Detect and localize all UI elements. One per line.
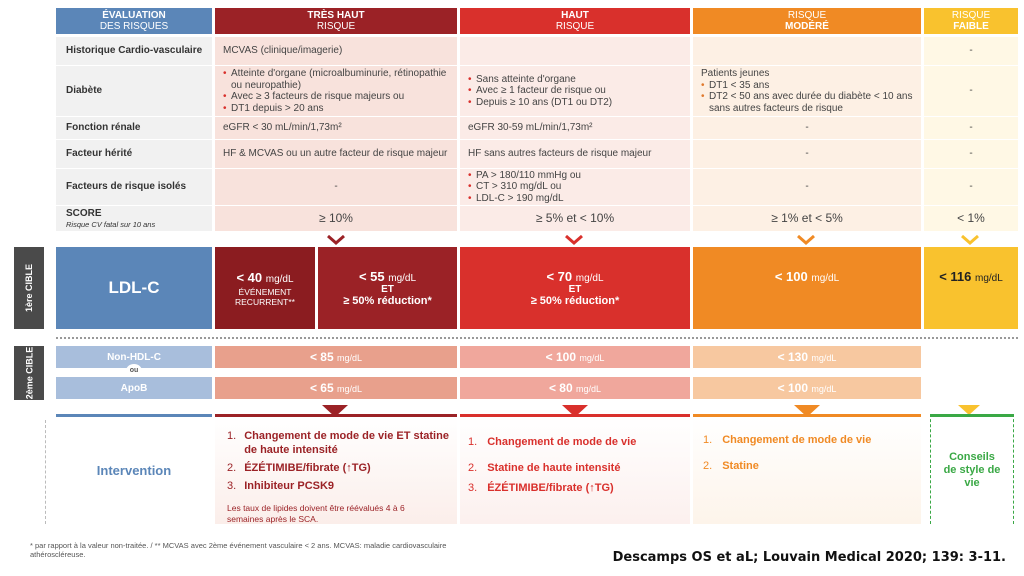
header-tres-haut-risque: TRÈS HAUT RISQUE: [215, 8, 457, 34]
diabete-m-item: • DT2 < 50 ans avec durée du diabète < 10 ans sans autres facteurs de risque: [701, 91, 921, 114]
label-historique: Historique Cardio-vasculaire: [56, 37, 212, 65]
ldl-target-recurrent: < 40 mg/dL ÉVÉNEMENT RECURRENT**: [215, 247, 315, 329]
first-target-sidebar: 1ère CIBLE: [14, 247, 44, 329]
diabete-m-intro: Patients jeunes: [701, 68, 770, 79]
intervention-tres-haut: [215, 414, 457, 524]
label-score: SCORE Risque CV fatal sur 10 ans: [56, 206, 212, 231]
ldl-target-faible: < 116 mg/dL: [924, 247, 1018, 329]
herite-faible: -: [924, 140, 1018, 168]
intervention-th-item: 3. Inhibiteur PCSK9: [227, 480, 335, 492]
intervention-m-item: 2. Statine: [703, 460, 759, 472]
isoles-faible: -: [924, 169, 1018, 205]
herite-tres-haut: HF & MCVAS ou un autre facteur de risque majeur: [215, 140, 457, 168]
diabete-tres-haut: [215, 66, 457, 116]
diabete-th-item: • DT1 depuis > 20 ans: [223, 103, 457, 115]
isoles-tres-haut: -: [215, 169, 457, 205]
chevron-down-icon: [796, 235, 816, 245]
renale-haut: eGFR 30-59 mL/min/1,73m²: [460, 117, 690, 139]
isoles-h-item: • LDL-C > 190 mg/dL: [468, 193, 581, 205]
histo-haut: [460, 37, 690, 65]
intervention-haut: [460, 414, 690, 524]
chevron-down-icon: [564, 235, 584, 245]
intervention-m-item: 1. Changement de mode de vie: [703, 434, 872, 446]
histo-modere: [693, 37, 921, 65]
diabete-h-item: • Sans atteinte d'organe: [468, 74, 612, 86]
label-facteur-herite: Facteur hérité: [56, 140, 212, 168]
apob-tres-haut: < 65 mg/dL: [215, 377, 457, 399]
intervention-h-item: 1. Changement de mode de vie: [468, 436, 637, 448]
renale-modere: -: [693, 117, 921, 139]
nonhdl-modere: < 130 mg/dL: [693, 346, 921, 368]
nonhdl-haut: < 100 mg/dL: [460, 346, 690, 368]
herite-modere: -: [693, 140, 921, 168]
diabete-haut: [460, 66, 690, 116]
label-facteurs-isoles: Facteurs de risque isolés: [56, 169, 212, 205]
intervention-faible: Conseils de style de vie: [930, 414, 1014, 524]
chevron-down-icon: [326, 235, 346, 245]
citation: Descamps OS et aL; Louvain Medical 2020; 139: 3-11.: [612, 550, 1006, 565]
isoles-h-item: • PA > 180/110 mmHg ou: [468, 170, 581, 182]
histo-tres-haut: MCVAS (clinique/imagerie): [215, 37, 457, 65]
apob-modere: < 100 mg/dL: [693, 377, 921, 399]
intervention-th-item: 2. ÉZÉTIMIBE/fibrate (↑TG): [227, 462, 371, 474]
score-modere: ≥ 1% et < 5%: [693, 206, 921, 231]
score-tres-haut: ≥ 10%: [215, 206, 457, 231]
herite-haut: HF sans autres facteurs de risque majeur: [460, 140, 690, 168]
intervention-h-item: 2. Statine de haute intensité: [468, 462, 621, 474]
intervention-note: Les taux de lipides doivent être réévalués 4 à 6 semaines après le SCA.: [227, 503, 405, 524]
isoles-modere: -: [693, 169, 921, 205]
score-subtitle: Risque CV fatal sur 10 ans: [66, 219, 156, 229]
ldl-target-tres-haut: < 55 mg/dL ET ≥ 50% réduction*: [318, 247, 457, 329]
ldl-target-haut: < 70 mg/dL ET ≥ 50% réduction*: [460, 247, 690, 329]
header-haut-risque: HAUT RISQUE: [460, 8, 690, 34]
apob-haut: < 80 mg/dL: [460, 377, 690, 399]
score-haut: ≥ 5% et < 10%: [460, 206, 690, 231]
isoles-haut: [460, 169, 690, 205]
dashed-divider: [45, 420, 46, 524]
diabete-faible: -: [924, 66, 1018, 116]
apob-label: ApoB: [56, 377, 212, 399]
header-risque-faible: RISQUE FAIBLE: [924, 8, 1018, 34]
histo-faible: -: [924, 37, 1018, 65]
renale-faible: -: [924, 117, 1018, 139]
ldl-target-modere: < 100 mg/dL: [693, 247, 921, 329]
label-fonction-renale: Fonction rénale: [56, 117, 212, 139]
isoles-h-item: • CT > 310 mg/dL ou: [468, 181, 581, 193]
diabete-h-item: • Avec ≥ 1 facteur de risque ou: [468, 85, 612, 97]
second-target-sidebar: 2ème CIBLE: [14, 346, 44, 400]
non-hdl-c-label: Non-HDL-C: [56, 346, 212, 368]
label-diabete: Diabète: [56, 66, 212, 116]
diabete-m-item: • DT1 < 35 ans: [701, 80, 921, 92]
intervention-h-item: 3. ÉZÉTIMIBE/fibrate (↑TG): [468, 482, 614, 494]
intervention-th-item: 1. Changement de mode de vie ET statine de haute intensité: [227, 430, 449, 456]
ldl-c-label: LDL-C: [56, 247, 212, 329]
footnote: * par rapport à la valeur non-traitée. / ** MCVAS avec 2ème événement vasculaire < 2 ans. MCVAS: maladie cardiovasculaire athéroscléreuse.: [30, 541, 447, 559]
diabete-h-item: • Depuis ≥ 10 ans (DT1 ou DT2): [468, 97, 612, 109]
intervention-label-cell: Intervention: [56, 414, 212, 524]
ou-badge: ou: [126, 364, 142, 378]
intervention-modere: [693, 414, 921, 524]
diabete-modere: [693, 66, 921, 116]
header-risque-modere: RISQUE MODÉRÉ: [693, 8, 921, 34]
diabete-th-item: • Atteinte d'organe (microalbuminurie, rétinopathie ou neuropathie): [223, 68, 457, 91]
chevron-down-icon: [960, 235, 980, 245]
renale-tres-haut: eGFR < 30 mL/min/1,73m²: [215, 117, 457, 139]
score-faible: < 1%: [924, 206, 1018, 231]
separator-dotted: [56, 337, 1018, 339]
diabete-th-item: • Avec ≥ 3 facteurs de risque majeurs ou: [223, 91, 457, 103]
nonhdl-tres-haut: < 85 mg/dL: [215, 346, 457, 368]
header-evaluation: ÉVALUATION DES RISQUES: [56, 8, 212, 34]
